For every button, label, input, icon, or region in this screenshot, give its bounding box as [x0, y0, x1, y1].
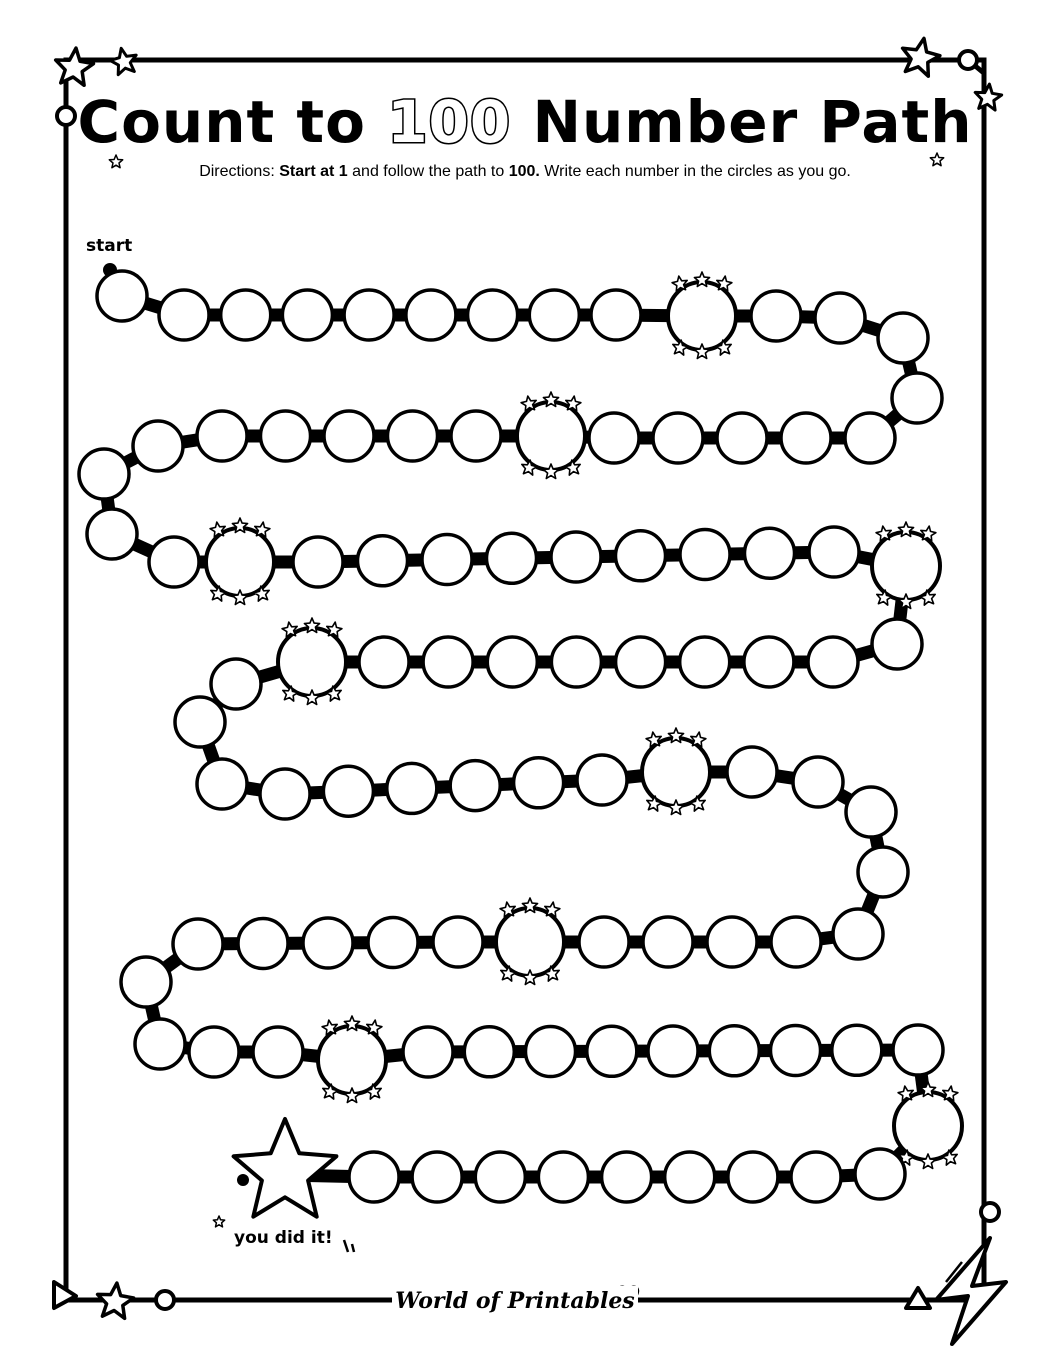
number-circle[interactable]	[406, 290, 456, 340]
number-circle[interactable]	[197, 411, 247, 461]
circle-outline	[197, 759, 247, 809]
milestone-star-icon	[282, 622, 297, 637]
number-circle[interactable]	[846, 787, 896, 837]
finish-area	[234, 1119, 337, 1217]
number-circle[interactable]	[323, 766, 373, 816]
number-circle[interactable]	[260, 769, 310, 819]
number-circle[interactable]	[173, 919, 223, 969]
number-circle[interactable]	[771, 1026, 821, 1076]
corner-star-icon	[56, 48, 94, 85]
circle-outline	[303, 918, 353, 968]
exclamation-mark	[352, 1244, 354, 1252]
circle-outline	[121, 957, 171, 1007]
number-circle[interactable]	[87, 509, 137, 559]
circle-outline	[464, 1027, 514, 1077]
number-circle[interactable]	[709, 1026, 759, 1076]
number-circle-milestone[interactable]	[496, 898, 564, 985]
number-circle[interactable]	[680, 637, 730, 687]
circle-outline	[709, 1026, 759, 1076]
circle-outline	[412, 1152, 462, 1202]
circle-outline	[344, 290, 394, 340]
ring-icon	[156, 1291, 174, 1309]
circle-outline	[845, 413, 895, 463]
number-circle-milestone[interactable]	[318, 1016, 386, 1103]
number-circle[interactable]	[872, 619, 922, 669]
circle-outline	[878, 313, 928, 363]
directions	[0, 162, 1050, 182]
circle-outline	[496, 908, 564, 976]
number-circle[interactable]	[791, 1152, 841, 1202]
circle-outline	[358, 536, 408, 586]
number-circle[interactable]	[211, 659, 261, 709]
number-circle[interactable]	[793, 757, 843, 807]
circle-outline	[872, 532, 940, 600]
number-circle[interactable]	[745, 528, 795, 578]
number-circle[interactable]	[303, 918, 353, 968]
circle-outline	[587, 1026, 637, 1076]
number-circle[interactable]	[855, 1149, 905, 1199]
circle-outline	[745, 528, 795, 578]
circle-outline	[278, 628, 346, 696]
circle-outline	[450, 761, 500, 811]
corner-star-icon	[110, 48, 136, 74]
circle-outline	[487, 533, 537, 583]
number-circle[interactable]	[79, 449, 129, 499]
number-circle[interactable]	[587, 1026, 637, 1076]
circle-outline	[221, 290, 271, 340]
circle-outline	[173, 919, 223, 969]
number-circle[interactable]	[643, 917, 693, 967]
milestone-star-icon	[521, 396, 536, 411]
circle-outline	[717, 413, 767, 463]
circle-outline	[643, 917, 693, 967]
number-circle[interactable]	[487, 637, 537, 687]
ring-icon	[981, 1203, 999, 1221]
milestone-star-icon	[210, 522, 225, 537]
directions-end-number: 100.	[508, 163, 540, 180]
circle-outline	[771, 1026, 821, 1076]
milestone-star-icon	[367, 1020, 382, 1035]
milestone-star-icon	[545, 902, 560, 917]
circle-outline	[135, 1019, 185, 1069]
number-circle[interactable]	[727, 747, 777, 797]
circle-outline	[324, 411, 374, 461]
circle-outline	[529, 290, 579, 340]
corner-decorations	[54, 38, 1006, 1344]
milestone-star-icon	[943, 1086, 958, 1101]
number-circle[interactable]	[591, 290, 641, 340]
circle-outline	[406, 290, 456, 340]
number-circle[interactable]	[833, 909, 883, 959]
number-circle[interactable]	[529, 290, 579, 340]
circle-outline	[206, 528, 274, 596]
number-circle[interactable]	[359, 637, 409, 687]
number-circle[interactable]	[238, 919, 288, 969]
circle-outline	[591, 290, 641, 340]
number-circle[interactable]	[475, 1152, 525, 1202]
number-circle-milestone[interactable]	[872, 522, 940, 609]
circle-outline	[815, 293, 865, 343]
number-circle-milestone[interactable]	[894, 1082, 962, 1169]
circle-outline	[159, 290, 209, 340]
circle-outline	[680, 637, 730, 687]
number-circle[interactable]	[551, 532, 601, 582]
milestone-star-icon	[691, 732, 706, 747]
circle-outline	[771, 917, 821, 967]
number-circle[interactable]	[358, 536, 408, 586]
number-path-circles	[79, 271, 962, 1202]
number-circle[interactable]	[189, 1027, 239, 1077]
number-circle-milestone[interactable]	[206, 518, 274, 605]
number-circle[interactable]	[433, 917, 483, 967]
number-circle[interactable]	[324, 411, 374, 461]
corner-star-icon	[98, 1283, 134, 1318]
title-prefix: Count to	[77, 88, 388, 156]
circle-outline	[833, 909, 883, 959]
circle-outline	[781, 413, 831, 463]
number-circle[interactable]	[468, 290, 518, 340]
circle-outline	[648, 1026, 698, 1076]
circle-outline	[211, 659, 261, 709]
number-circle-milestone[interactable]	[278, 618, 346, 705]
number-circle[interactable]	[781, 413, 831, 463]
circle-outline	[517, 402, 585, 470]
number-circle-milestone[interactable]	[668, 272, 736, 359]
milestone-star-icon	[322, 1020, 337, 1035]
circle-outline	[707, 917, 757, 967]
circle-outline	[855, 1149, 905, 1199]
number-circle[interactable]	[815, 293, 865, 343]
circle-outline	[589, 413, 639, 463]
number-circle-milestone[interactable]	[517, 392, 585, 479]
circle-outline	[359, 637, 409, 687]
number-circle[interactable]	[616, 637, 666, 687]
circle-outline	[318, 1026, 386, 1094]
number-circle[interactable]	[451, 411, 501, 461]
number-circle[interactable]	[344, 290, 394, 340]
circle-outline	[422, 535, 472, 585]
circle-outline	[653, 413, 703, 463]
circle-outline	[809, 527, 859, 577]
circle-outline	[475, 1152, 525, 1202]
number-circle[interactable]	[97, 271, 147, 321]
number-circle[interactable]	[221, 290, 271, 340]
number-circle[interactable]	[648, 1026, 698, 1076]
number-circle[interactable]	[514, 758, 564, 808]
number-circle[interactable]	[253, 1027, 303, 1077]
number-circle[interactable]	[159, 290, 209, 340]
circle-outline	[79, 449, 129, 499]
circle-outline	[616, 637, 666, 687]
number-circle[interactable]	[653, 413, 703, 463]
milestone-star-icon	[876, 526, 891, 541]
circle-outline	[423, 637, 473, 687]
corner-star-icon	[903, 38, 940, 76]
circle-outline	[261, 411, 311, 461]
circle-outline	[551, 637, 601, 687]
number-circle[interactable]	[717, 413, 767, 463]
directions-mid: and follow the path to	[352, 163, 505, 180]
number-circle[interactable]	[589, 413, 639, 463]
directions-label: Directions:	[199, 163, 275, 180]
number-circle[interactable]	[538, 1152, 588, 1202]
number-circle[interactable]	[526, 1027, 576, 1077]
circle-outline	[858, 847, 908, 897]
circle-outline	[451, 411, 501, 461]
number-circle[interactable]	[602, 1152, 652, 1202]
circle-outline	[893, 1025, 943, 1075]
number-circle[interactable]	[771, 917, 821, 967]
milestone-star-icon	[646, 732, 661, 747]
finish-star-icon	[234, 1119, 337, 1217]
number-circle[interactable]	[387, 763, 437, 813]
circle-outline	[368, 918, 418, 968]
circle-outline	[282, 290, 332, 340]
circle-outline	[680, 530, 730, 580]
milestone-star-icon	[327, 622, 342, 637]
circle-outline	[133, 421, 183, 471]
number-circle[interactable]	[680, 530, 730, 580]
circle-outline	[616, 531, 666, 581]
circle-outline	[728, 1152, 778, 1202]
number-circle[interactable]	[121, 957, 171, 1007]
number-circle[interactable]	[197, 759, 247, 809]
number-circle-milestone[interactable]	[642, 728, 710, 815]
number-circle[interactable]	[422, 535, 472, 585]
sparkle-icon	[213, 1216, 224, 1227]
milestone-star-icon	[921, 526, 936, 541]
circle-outline	[253, 1027, 303, 1077]
number-circle[interactable]	[423, 637, 473, 687]
number-circle[interactable]	[832, 1025, 882, 1075]
circle-outline	[642, 738, 710, 806]
number-circle[interactable]	[808, 637, 858, 687]
circle-outline	[238, 919, 288, 969]
circle-outline	[665, 1152, 715, 1202]
circle-outline	[808, 637, 858, 687]
number-circle[interactable]	[282, 290, 332, 340]
brand-logo: World of Printables	[392, 1286, 638, 1316]
number-circle[interactable]	[133, 421, 183, 471]
circle-outline	[751, 291, 801, 341]
finish-label: you did it!	[234, 1228, 333, 1248]
number-circle[interactable]	[744, 637, 794, 687]
number-circle[interactable]	[616, 531, 666, 581]
circle-outline	[388, 411, 438, 461]
circle-outline	[197, 411, 247, 461]
ring-icon	[959, 51, 977, 69]
circle-outline	[602, 1152, 652, 1202]
number-circle[interactable]	[878, 313, 928, 363]
milestone-star-icon	[717, 276, 732, 291]
number-circle[interactable]	[665, 1152, 715, 1202]
number-circle[interactable]	[450, 761, 500, 811]
number-circle[interactable]	[368, 918, 418, 968]
milestone-star-icon	[898, 1086, 913, 1101]
directions-start: Start at 1	[279, 163, 348, 180]
number-circle[interactable]	[293, 537, 343, 587]
number-circle[interactable]	[261, 411, 311, 461]
number-circle[interactable]	[893, 1025, 943, 1075]
number-circle[interactable]	[577, 755, 627, 805]
number-circle[interactable]	[487, 533, 537, 583]
circle-outline	[403, 1027, 453, 1077]
circle-outline	[433, 917, 483, 967]
number-circle[interactable]	[175, 697, 225, 747]
exclamation-mark	[344, 1240, 348, 1252]
number-circle[interactable]	[751, 291, 801, 341]
circle-outline	[149, 537, 199, 587]
circle-outline	[293, 537, 343, 587]
number-circle[interactable]	[707, 917, 757, 967]
number-circle[interactable]	[412, 1152, 462, 1202]
directions-end: Write each number in the circles as you go.	[544, 163, 851, 180]
number-circle[interactable]	[403, 1027, 453, 1077]
circle-outline	[832, 1025, 882, 1075]
title-number: 100	[387, 88, 512, 156]
page-title	[0, 82, 1050, 162]
number-circle[interactable]	[551, 637, 601, 687]
milestone-star-icon	[672, 276, 687, 291]
number-circle[interactable]	[135, 1019, 185, 1069]
number-circle[interactable]	[349, 1152, 399, 1202]
circle-outline	[87, 509, 137, 559]
circle-outline	[846, 787, 896, 837]
milestone-star-icon	[566, 396, 581, 411]
circle-outline	[260, 769, 310, 819]
milestone-star-icon	[255, 522, 270, 537]
number-circle[interactable]	[809, 527, 859, 577]
circle-outline	[487, 637, 537, 687]
circle-outline	[892, 373, 942, 423]
circle-outline	[97, 271, 147, 321]
number-circle[interactable]	[728, 1152, 778, 1202]
circle-outline	[894, 1092, 962, 1160]
circle-outline	[577, 755, 627, 805]
circle-outline	[791, 1152, 841, 1202]
number-circle[interactable]	[149, 537, 199, 587]
circle-outline	[744, 637, 794, 687]
finish-dot	[237, 1174, 249, 1186]
title-suffix: Number Path	[511, 88, 973, 156]
circle-outline	[189, 1027, 239, 1077]
number-circle[interactable]	[845, 413, 895, 463]
milestone-star-icon	[500, 902, 515, 917]
circle-outline	[468, 290, 518, 340]
number-circle[interactable]	[858, 847, 908, 897]
circle-outline	[668, 282, 736, 350]
circle-outline	[514, 758, 564, 808]
number-circle[interactable]	[388, 411, 438, 461]
lightning-icon	[936, 1238, 1006, 1344]
circle-outline	[538, 1152, 588, 1202]
circle-outline	[551, 532, 601, 582]
number-circle[interactable]	[579, 917, 629, 967]
circle-outline	[349, 1152, 399, 1202]
circle-outline	[387, 763, 437, 813]
circle-outline	[793, 757, 843, 807]
circle-outline	[323, 766, 373, 816]
circle-outline	[727, 747, 777, 797]
start-label: start	[86, 236, 133, 256]
circle-outline	[579, 917, 629, 967]
circle-outline	[175, 697, 225, 747]
circle-outline	[872, 619, 922, 669]
circle-outline	[526, 1027, 576, 1077]
number-circle[interactable]	[892, 373, 942, 423]
number-circle[interactable]	[464, 1027, 514, 1077]
